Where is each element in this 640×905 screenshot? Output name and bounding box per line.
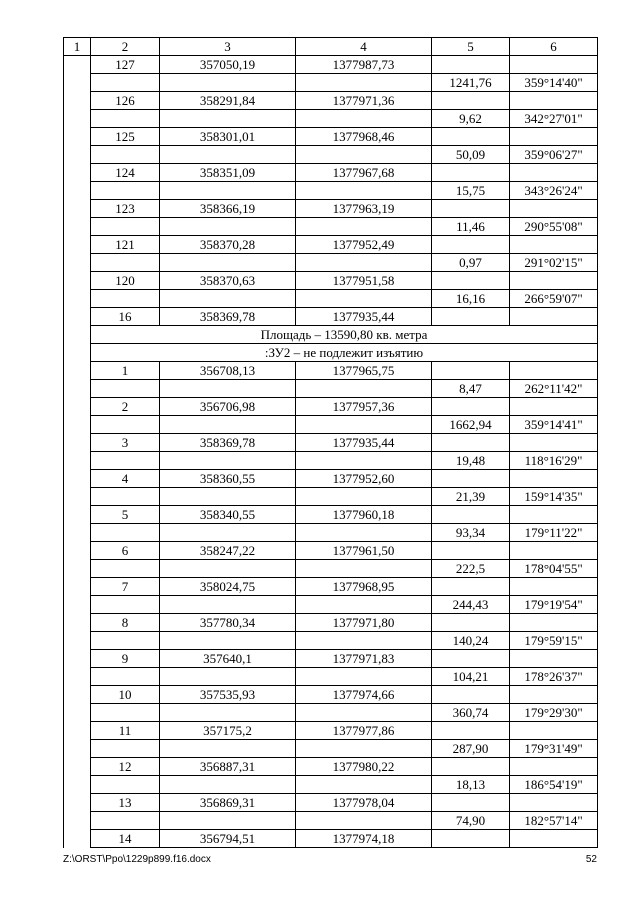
coord-x-empty (160, 290, 296, 308)
distance-empty (432, 470, 510, 488)
note-row (64, 344, 598, 362)
point-number: 3 (91, 434, 160, 452)
coord-y-empty (296, 596, 432, 614)
coord-x-empty (160, 560, 296, 578)
point-number-empty (91, 488, 160, 506)
angle-empty (510, 758, 598, 776)
segment-distance: 140,24 (432, 632, 510, 650)
page-number: 52 (585, 854, 597, 865)
direction-angle: 291°02'15" (510, 254, 598, 272)
coord-x-empty (160, 74, 296, 92)
coord-x: 358301,01 (160, 128, 296, 146)
angle-empty (510, 308, 598, 326)
coord-y: 1377974,18 (296, 830, 432, 848)
coord-y: 1377935,44 (296, 308, 432, 326)
angle-empty (510, 470, 598, 488)
coord-x-empty (160, 182, 296, 200)
distance-empty (432, 686, 510, 704)
coord-x: 358247,22 (160, 542, 296, 560)
distance-empty (432, 794, 510, 812)
coord-y: 1377967,68 (296, 164, 432, 182)
angle-empty (510, 200, 598, 218)
point-row (64, 164, 598, 182)
angle-empty (510, 722, 598, 740)
segment-row (64, 182, 598, 200)
distance-empty (432, 56, 510, 74)
coord-y-empty (296, 704, 432, 722)
segment-row (64, 560, 598, 578)
coord-x: 358370,28 (160, 236, 296, 254)
segment-distance: 21,39 (432, 488, 510, 506)
direction-angle: 182°57'14" (510, 812, 598, 830)
angle-empty (510, 614, 598, 632)
point-number: 1 (91, 362, 160, 380)
coord-x: 357175,2 (160, 722, 296, 740)
angle-empty (510, 272, 598, 290)
note-row (64, 326, 598, 344)
point-number-empty (91, 452, 160, 470)
point-number-empty (91, 110, 160, 128)
coord-x: 358024,75 (160, 578, 296, 596)
point-number-empty (91, 632, 160, 650)
point-row (64, 722, 598, 740)
coord-y-empty (296, 668, 432, 686)
direction-angle: 178°26'37" (510, 668, 598, 686)
segment-distance: 15,75 (432, 182, 510, 200)
direction-angle: 359°14'40" (510, 74, 598, 92)
coord-x: 356708,13 (160, 362, 296, 380)
angle-empty (510, 434, 598, 452)
header-row (64, 38, 598, 56)
coord-x-empty (160, 380, 296, 398)
angle-empty (510, 650, 598, 668)
point-number-empty (91, 254, 160, 272)
segment-distance: 50,09 (432, 146, 510, 164)
point-number-empty (91, 704, 160, 722)
coord-y: 1377968,95 (296, 578, 432, 596)
coord-x: 358351,09 (160, 164, 296, 182)
point-number: 8 (91, 614, 160, 632)
direction-angle: 262°11'42" (510, 380, 598, 398)
point-number-empty (91, 668, 160, 686)
coord-x-empty (160, 416, 296, 434)
point-number: 7 (91, 578, 160, 596)
point-number: 120 (91, 272, 160, 290)
segment-distance: 19,48 (432, 452, 510, 470)
point-number: 5 (91, 506, 160, 524)
direction-angle: 186°54'19" (510, 776, 598, 794)
distance-empty (432, 272, 510, 290)
coord-y: 1377978,04 (296, 794, 432, 812)
segment-distance: 360,74 (432, 704, 510, 722)
angle-empty (510, 164, 598, 182)
segment-distance: 104,21 (432, 668, 510, 686)
coord-y-empty (296, 218, 432, 236)
direction-angle: 178°04'55" (510, 560, 598, 578)
point-row (64, 272, 598, 290)
segment-row (64, 668, 598, 686)
point-number-empty (91, 560, 160, 578)
coord-y-empty (296, 74, 432, 92)
segment-distance: 11,46 (432, 218, 510, 236)
direction-angle: 179°11'22" (510, 524, 598, 542)
angle-empty (510, 92, 598, 110)
coord-y-empty (296, 182, 432, 200)
direction-angle: 359°14'41" (510, 416, 598, 434)
distance-empty (432, 614, 510, 632)
left-margin-cell (64, 56, 91, 848)
coord-x: 358291,84 (160, 92, 296, 110)
point-number-empty (91, 218, 160, 236)
coord-y-empty (296, 416, 432, 434)
point-number: 124 (91, 164, 160, 182)
note-cell: :ЗУ2 – не подлежит изъятию (91, 344, 598, 362)
point-number: 123 (91, 200, 160, 218)
point-number-empty (91, 776, 160, 794)
coord-y-empty (296, 290, 432, 308)
coord-x: 358340,55 (160, 506, 296, 524)
point-number: 126 (91, 92, 160, 110)
point-row (64, 758, 598, 776)
point-number: 12 (91, 758, 160, 776)
segment-distance: 1241,76 (432, 74, 510, 92)
point-row (64, 434, 598, 452)
point-row (64, 650, 598, 668)
coord-y-empty (296, 776, 432, 794)
coord-x-empty (160, 488, 296, 506)
table-body (64, 56, 598, 848)
point-row (64, 398, 598, 416)
coord-y: 1377935,44 (296, 434, 432, 452)
coord-y: 1377957,36 (296, 398, 432, 416)
distance-empty (432, 362, 510, 380)
coord-x-empty (160, 704, 296, 722)
header-cell: 6 (510, 38, 598, 56)
distance-empty (432, 506, 510, 524)
angle-empty (510, 794, 598, 812)
coord-x: 356794,51 (160, 830, 296, 848)
header-cell: 4 (296, 38, 432, 56)
direction-angle: 118°16'29" (510, 452, 598, 470)
point-row (64, 686, 598, 704)
angle-empty (510, 56, 598, 74)
coord-x-empty (160, 812, 296, 830)
coord-x-empty (160, 776, 296, 794)
point-row (64, 236, 598, 254)
distance-empty (432, 758, 510, 776)
segment-distance: 93,34 (432, 524, 510, 542)
point-number: 9 (91, 650, 160, 668)
point-number-empty (91, 416, 160, 434)
angle-empty (510, 506, 598, 524)
segment-row (64, 812, 598, 830)
angle-empty (510, 578, 598, 596)
coord-y: 1377960,18 (296, 506, 432, 524)
coord-y-empty (296, 254, 432, 272)
segment-distance: 16,16 (432, 290, 510, 308)
angle-empty (510, 542, 598, 560)
distance-empty (432, 308, 510, 326)
segment-row (64, 416, 598, 434)
distance-empty (432, 128, 510, 146)
coord-y: 1377980,22 (296, 758, 432, 776)
point-number: 16 (91, 308, 160, 326)
coord-y-empty (296, 452, 432, 470)
point-number-empty (91, 290, 160, 308)
coord-x-empty (160, 740, 296, 758)
direction-angle: 179°29'30" (510, 704, 598, 722)
coord-x-empty (160, 218, 296, 236)
note-cell: Площадь – 13590,80 кв. метра (91, 326, 598, 344)
coord-y: 1377971,83 (296, 650, 432, 668)
distance-empty (432, 434, 510, 452)
coord-x: 357640,1 (160, 650, 296, 668)
point-row (64, 470, 598, 488)
point-number: 6 (91, 542, 160, 560)
footer-file-path: Z:\ORST\Ppo\1229p899.f16.docx (63, 854, 211, 865)
direction-angle: 342°27'01" (510, 110, 598, 128)
coord-x: 356869,31 (160, 794, 296, 812)
coord-x-empty (160, 632, 296, 650)
point-row (64, 794, 598, 812)
point-row (64, 56, 598, 74)
coord-y-empty (296, 812, 432, 830)
segment-distance: 287,90 (432, 740, 510, 758)
direction-angle: 290°55'08" (510, 218, 598, 236)
coord-y: 1377952,60 (296, 470, 432, 488)
distance-empty (432, 200, 510, 218)
point-row (64, 830, 598, 848)
coord-y: 1377951,58 (296, 272, 432, 290)
segment-row (64, 254, 598, 272)
header-cell: 3 (160, 38, 296, 56)
point-row (64, 92, 598, 110)
direction-angle: 179°59'15" (510, 632, 598, 650)
point-row (64, 200, 598, 218)
point-number-empty (91, 74, 160, 92)
direction-angle: 266°59'07" (510, 290, 598, 308)
segment-row (64, 596, 598, 614)
point-row (64, 578, 598, 596)
coord-x: 357050,19 (160, 56, 296, 74)
segment-distance: 74,90 (432, 812, 510, 830)
coord-x-empty (160, 596, 296, 614)
coord-y-empty (296, 632, 432, 650)
coord-y: 1377977,86 (296, 722, 432, 740)
segment-row (64, 218, 598, 236)
segment-row (64, 380, 598, 398)
coord-y-empty (296, 380, 432, 398)
coord-x: 358369,78 (160, 308, 296, 326)
direction-angle: 179°31'49" (510, 740, 598, 758)
point-number-empty (91, 380, 160, 398)
coord-x-empty (160, 110, 296, 128)
direction-angle: 359°06'27" (510, 146, 598, 164)
coord-y: 1377961,50 (296, 542, 432, 560)
angle-empty (510, 128, 598, 146)
coord-y: 1377974,66 (296, 686, 432, 704)
coord-y-empty (296, 740, 432, 758)
point-number-empty (91, 182, 160, 200)
point-number: 10 (91, 686, 160, 704)
coord-x-empty (160, 146, 296, 164)
segment-row (64, 776, 598, 794)
coord-x: 357535,93 (160, 686, 296, 704)
point-row (64, 308, 598, 326)
coord-y-empty (296, 146, 432, 164)
point-number: 11 (91, 722, 160, 740)
distance-empty (432, 542, 510, 560)
segment-distance: 244,43 (432, 596, 510, 614)
point-row (64, 128, 598, 146)
header-cell: 5 (432, 38, 510, 56)
point-number-empty (91, 596, 160, 614)
coord-y: 1377971,36 (296, 92, 432, 110)
coord-y-empty (296, 560, 432, 578)
segment-distance: 8,47 (432, 380, 510, 398)
point-number: 125 (91, 128, 160, 146)
point-number: 2 (91, 398, 160, 416)
segment-distance: 222,5 (432, 560, 510, 578)
angle-empty (510, 686, 598, 704)
segment-row (64, 488, 598, 506)
coord-x-empty (160, 524, 296, 542)
point-number-empty (91, 146, 160, 164)
coord-x: 358370,63 (160, 272, 296, 290)
distance-empty (432, 164, 510, 182)
coord-x-empty (160, 452, 296, 470)
angle-empty (510, 236, 598, 254)
point-number-empty (91, 524, 160, 542)
segment-row (64, 74, 598, 92)
coord-x: 358366,19 (160, 200, 296, 218)
point-row (64, 614, 598, 632)
segment-row (64, 632, 598, 650)
coord-x: 358360,55 (160, 470, 296, 488)
angle-empty (510, 398, 598, 416)
point-number-empty (91, 812, 160, 830)
point-row (64, 362, 598, 380)
distance-empty (432, 650, 510, 668)
point-number: 14 (91, 830, 160, 848)
angle-empty (510, 830, 598, 848)
coord-x: 357780,34 (160, 614, 296, 632)
coord-y: 1377971,80 (296, 614, 432, 632)
distance-empty (432, 578, 510, 596)
coord-y-empty (296, 488, 432, 506)
point-row (64, 542, 598, 560)
coord-y: 1377968,46 (296, 128, 432, 146)
coord-x: 356706,98 (160, 398, 296, 416)
angle-empty (510, 362, 598, 380)
point-number-empty (91, 740, 160, 758)
point-number: 4 (91, 470, 160, 488)
coordinates-table (63, 37, 598, 848)
segment-distance: 18,13 (432, 776, 510, 794)
coord-x-empty (160, 668, 296, 686)
header-cell: 1 (64, 38, 91, 56)
distance-empty (432, 236, 510, 254)
distance-empty (432, 830, 510, 848)
distance-empty (432, 92, 510, 110)
segment-row (64, 146, 598, 164)
segment-distance: 1662,94 (432, 416, 510, 434)
segment-row (64, 110, 598, 128)
coord-y: 1377963,19 (296, 200, 432, 218)
point-number: 127 (91, 56, 160, 74)
direction-angle: 159°14'35" (510, 488, 598, 506)
segment-distance: 9,62 (432, 110, 510, 128)
segment-row (64, 704, 598, 722)
coord-x: 356887,31 (160, 758, 296, 776)
point-number: 121 (91, 236, 160, 254)
segment-distance: 0,97 (432, 254, 510, 272)
direction-angle: 343°26'24" (510, 182, 598, 200)
coord-y: 1377987,73 (296, 56, 432, 74)
coord-y: 1377965,75 (296, 362, 432, 380)
coord-y: 1377952,49 (296, 236, 432, 254)
coord-y-empty (296, 110, 432, 128)
point-row (64, 506, 598, 524)
point-number: 13 (91, 794, 160, 812)
coord-x-empty (160, 254, 296, 272)
distance-empty (432, 398, 510, 416)
segment-row (64, 740, 598, 758)
direction-angle: 179°19'54" (510, 596, 598, 614)
segment-row (64, 452, 598, 470)
coord-x: 358369,78 (160, 434, 296, 452)
coord-y-empty (296, 524, 432, 542)
header-cell: 2 (91, 38, 160, 56)
segment-row (64, 290, 598, 308)
distance-empty (432, 722, 510, 740)
segment-row (64, 524, 598, 542)
